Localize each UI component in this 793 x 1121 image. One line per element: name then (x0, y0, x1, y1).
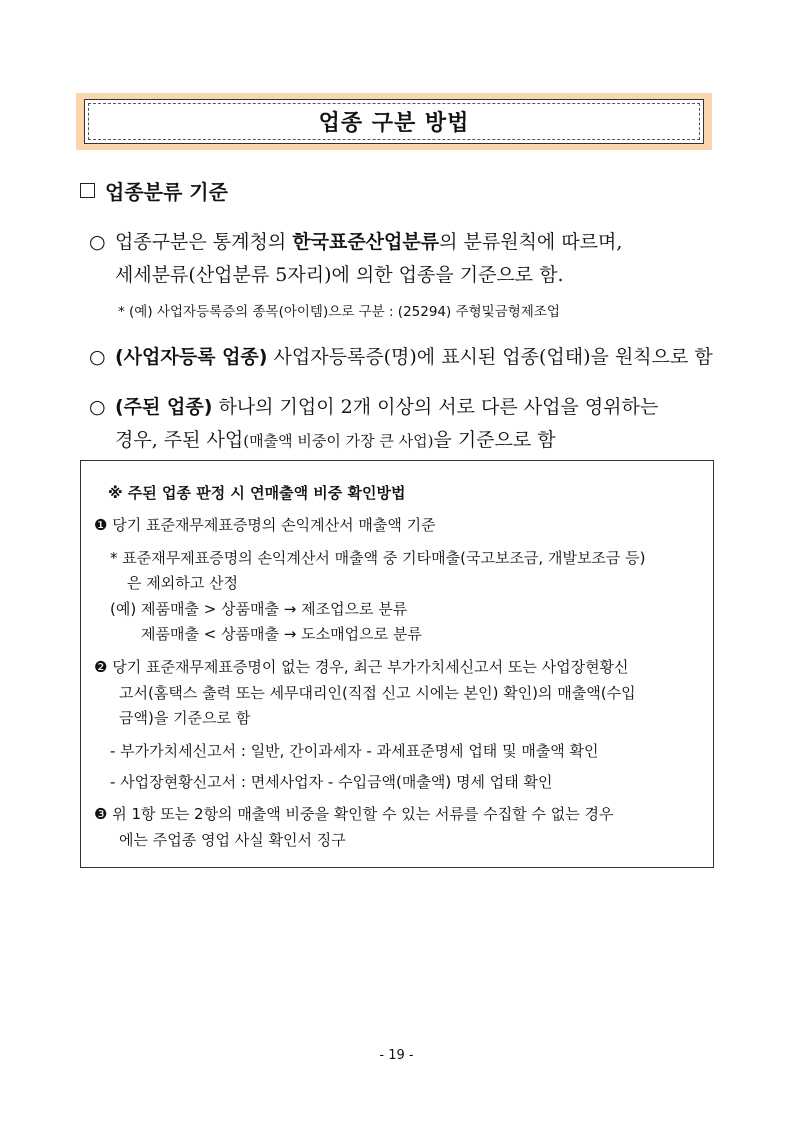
box-item-2-line-2: 고서(홈택스 출력 또는 세무대리인(직접 신고 시에는 본인) 확인)의 매출액(수입 (119, 684, 636, 702)
bullet-2: ○ (사업자등록 업종) 사업자등록증(명)에 표시된 업종(업태)을 원칙으로 함 (89, 346, 713, 368)
box-item-1: ❶ 당기 표준재무제표증명의 손익계산서 매출액 기준 (94, 516, 436, 534)
box-dash-2: - 사업장현황신고서 : 면세사업자 - 수입금액(매출액) 명세 업태 확인 (110, 773, 553, 791)
box-dash-1: - 부가가치세신고서 : 일반, 간이과세자 - 과세표준명세 업태 및 매출액 확인 (110, 742, 599, 760)
box-item-3-line-2: 에는 주업종 영업 사실 확인서 징구 (119, 831, 346, 849)
title-banner (76, 93, 712, 150)
box-item-2-line-1: ❷ 당기 표준재무제표증명이 없는 경우, 최근 부가가치세신고서 또는 사업장현황신 (94, 658, 629, 676)
box-item-3-line-1: ❸ 위 1항 또는 2항의 매출액 비중을 확인할 수 있는 서류를 수집할 수 없는 경우 (94, 805, 614, 823)
bullet-3-line-1: ○ (주된 업종) 하나의 기업이 2개 이상의 서로 다른 사업을 영위하는 (89, 396, 659, 418)
bullet-3-line-2: 경우, 주된 사업(매출액 비중이 가장 큰 사업)을 기준으로 함 (115, 429, 556, 451)
circle-bullet-icon: ○ (89, 231, 106, 253)
page-number: - 19 - (379, 1048, 414, 1063)
box-example-1: (예) 제품매출 > 상품매출 → 제조업으로 분류 (110, 600, 408, 618)
section-heading: 업종분류 기준 (80, 176, 228, 205)
checkbox-square-icon (80, 183, 95, 198)
circle-bullet-icon: ○ (89, 396, 106, 418)
box-item-1-note-line-2: 은 제외하고 산정 (127, 574, 238, 592)
bullet-1-note: * (예) 사업자등록증의 종목(아이템)으로 구분 : (25294) 주형및금형제조업 (118, 304, 560, 320)
bullet-1-line-2: 세세분류(산업분류 5자리)에 의한 업종을 기준으로 함. (115, 264, 564, 286)
circle-bullet-icon: ○ (89, 346, 106, 368)
box-example-2: 제품매출 < 상품매출 → 도소매업으로 분류 (141, 625, 422, 643)
bullet-1-line-1: ○ 업종구분은 통계청의 한국표준산업분류의 분류원칙에 따르며, (89, 231, 623, 253)
box-item-2-line-3: 금액)을 기준으로 함 (119, 709, 251, 727)
box-heading: ※ 주된 업종 판정 시 연매출액 비중 확인방법 (108, 484, 406, 502)
bold-term: 한국표준산업분류 (292, 231, 440, 253)
page-title: 업종 구분 방법 (318, 111, 470, 136)
box-item-1-note-line-1: * 표준재무제표증명의 손익계산서 매출액 중 기타매출(국고보조금, 개발보조금 등) (110, 549, 646, 567)
